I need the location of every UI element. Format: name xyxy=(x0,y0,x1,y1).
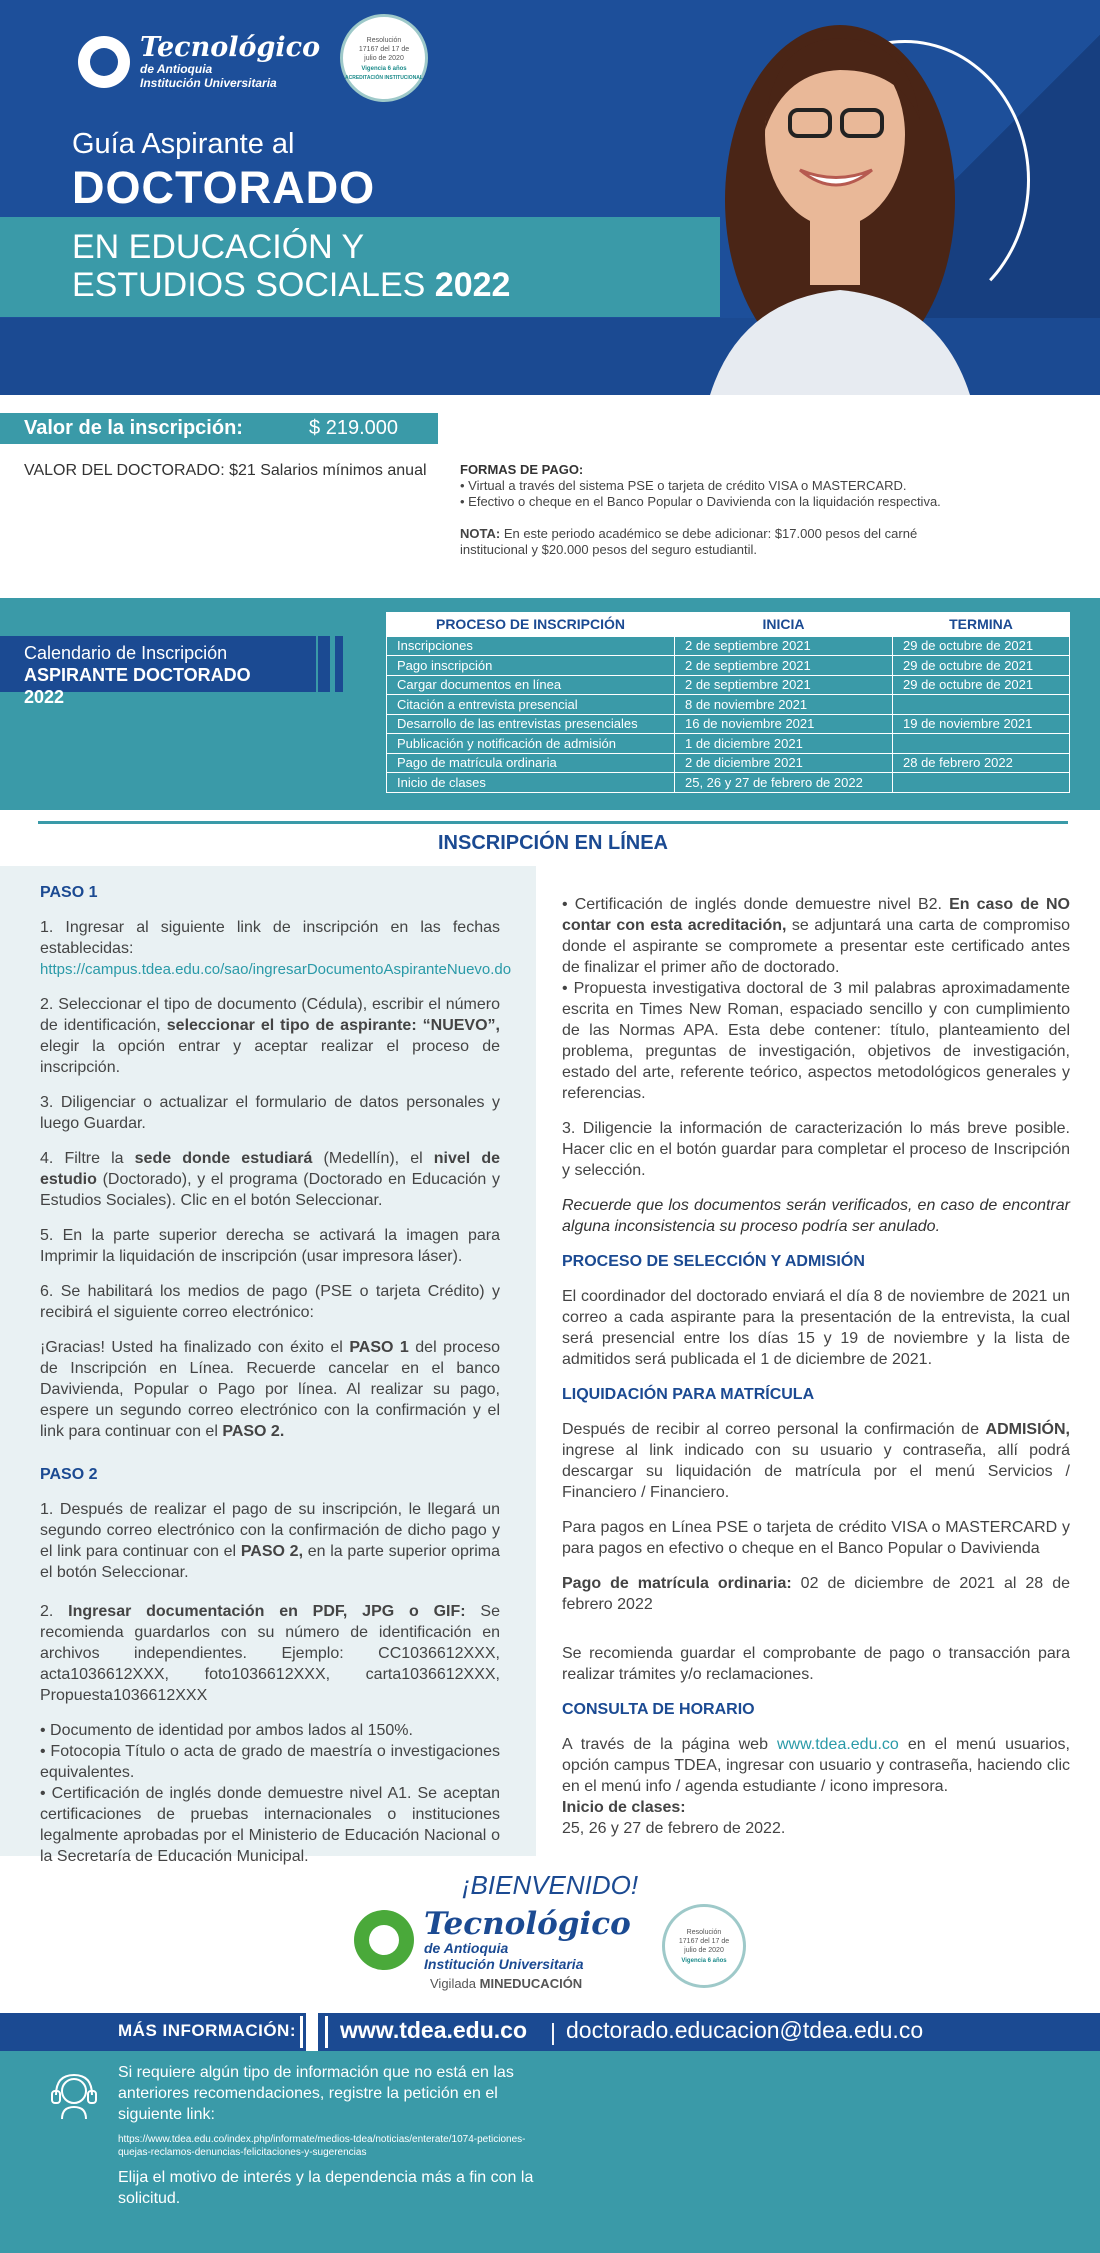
table-row xyxy=(387,656,1070,676)
liquidation-text4: Se recomienda guardar el comprobante de pago o transacción para realizar trámites y/o reclamaciones. xyxy=(562,1645,1070,1683)
more-info-bar xyxy=(0,2013,1100,2051)
support-info xyxy=(118,2062,538,2209)
section-divider xyxy=(38,821,1068,824)
table-cell: 28 de febrero 2022 xyxy=(893,753,1070,773)
selection-title: PROCESO DE SELECCIÓN Y ADMISIÓN xyxy=(562,1253,865,1270)
table-row xyxy=(387,636,1070,656)
english-b2-b: En caso de NO contar con esta acreditación, xyxy=(562,896,1070,934)
step2-item1-c: en la parte superior oprima el botón Seleccionar. xyxy=(40,1543,501,1581)
steps-right-column xyxy=(562,894,1070,1839)
table-cell: 1 de diciembre 2021 xyxy=(675,734,893,754)
calendar-label-line2: ASPIRANTE DOCTORADO 2022 xyxy=(24,665,251,707)
liq1-b: ADMISIÓN, xyxy=(985,1421,1070,1438)
classes-start-dates: 25, 26 y 27 de febrero de 2022. xyxy=(562,1820,786,1837)
list-item: • Certificación de inglés donde demuestre nivel A1. Se aceptan certificaciones de pruebas internacionales o instituciones legalmente aprobadas por el Ministerio de Educación Nacional o la Secretaría de Educación Municipal. xyxy=(40,1785,500,1865)
hero-subtitle: Guía Aspirante al xyxy=(72,128,295,160)
page-title: DOCTORADO xyxy=(72,162,376,213)
table-cell: Inicio de clases xyxy=(387,773,675,793)
table-cell: 2 de septiembre 2021 xyxy=(675,675,893,695)
list-item xyxy=(562,894,1070,978)
step2-item2 xyxy=(40,1601,500,1706)
step1-item6: 6. Se habilitará los medios de pago (PSE o tarjeta Crédito) y recibirá el siguiente correo electrónico: xyxy=(40,1283,500,1321)
step2-item3: 3. Diligencie la información de caracterización lo más breve posible. Hacer clic en el botón guardar para completar el proceso de Inscripción y selección. xyxy=(562,1120,1070,1179)
table-row xyxy=(387,734,1070,754)
step1-item4-b: sede donde estudiará xyxy=(134,1150,313,1167)
payment-heading: FORMAS DE PAGO: xyxy=(460,462,584,477)
hero-photo-woman xyxy=(620,0,1020,395)
footer-seal-validity: Vigencia 6 años xyxy=(681,1958,727,1964)
website-link-footer[interactable]: www.tdea.edu.co xyxy=(340,2017,528,2043)
footer-accreditation-seal xyxy=(662,1904,746,1988)
liquidation-text1 xyxy=(562,1419,1070,1503)
liq1-a: Después de recibir al correo personal la confirmación de xyxy=(562,1421,986,1438)
more-info-separator-fill xyxy=(306,2013,318,2051)
documents-list-continued xyxy=(562,894,1070,1104)
logo-subname: de Antioquia xyxy=(140,62,213,76)
table-cell: Pago de matrícula ordinaria xyxy=(387,753,675,773)
liq1-c: ingrese al link indicado con su usuario y contraseña, allí podrá descargar su liquidación de matrícula por el menú Servicios / Financiero / Financiero. xyxy=(562,1442,1070,1501)
email-msg-a: ¡Gracias! Usted ha finalizado con éxito el xyxy=(40,1339,350,1356)
support-text2: Elija el motivo de interés y la dependencia más a fin con la solicitud. xyxy=(118,2169,534,2207)
calendar-label-line1: Calendario de Inscripción xyxy=(24,643,228,663)
doctorate-value: VALOR DEL DOCTORADO: $21 Salarios mínimos anual xyxy=(24,462,427,479)
step1-item4-a: 4. Filtre la xyxy=(40,1150,135,1167)
list-item: • Propuesta investigativa doctoral de 3 mil palabras aproximadamente escrita en Times New Roman, espaciado sencillo y con cumplimiento de las Normas APA. Esta debe contener: título, planteamiento del problema, preguntas de investigación, objetivos de investigación, estado del arte, referente teórico, aspectos metodológicos generales y referencias. xyxy=(562,980,1070,1102)
step1-title: PASO 1 xyxy=(40,884,98,901)
calendar-header-end: TERMINA xyxy=(949,615,1013,632)
calendar-header-process: PROCESO DE INSCRIPCIÓN xyxy=(435,615,626,632)
inscription-link[interactable]: https://campus.tdea.edu.co/sao/ingresarDocumentoAspiranteNuevo.do xyxy=(40,961,512,978)
footer-logo xyxy=(354,1908,631,1972)
table-cell: Inscripciones xyxy=(387,636,675,656)
step1-item4 xyxy=(40,1148,500,1211)
email-link[interactable]: doctorado.educacion@tdea.edu.co xyxy=(566,2017,924,2043)
calendar-table xyxy=(386,612,1070,793)
liq3-b: 02 de diciembre de 2021 al 28 de febrero 2022 xyxy=(562,1575,1070,1613)
table-cell: 29 de octubre de 2021 xyxy=(893,636,1070,656)
table-row xyxy=(387,753,1070,773)
vigilada-text: Vigilada xyxy=(430,1976,480,1991)
payment-option-cash: • Efectivo o cheque en el Banco Popular o Davivienda con la liquidación respectiva. xyxy=(460,494,941,509)
english-b2-a: • Certificación de inglés donde demuestre nivel B2. xyxy=(562,896,950,913)
step1-item5: 5. En la parte superior derecha se activará la imagen para Imprimir la liquidación de inscripción (usar impresora láser). xyxy=(40,1227,500,1265)
step1-item1-text: 1. Ingresar al siguiente link de inscripción en las fechas establecidas: xyxy=(40,919,500,957)
welcome-title: ¡BIENVENIDO! xyxy=(461,1870,639,1900)
table-cell xyxy=(893,695,1070,715)
step2-item2-b: Ingresar documentación en PDF, JPG o GIF: xyxy=(68,1603,466,1620)
logo-tagline: Institución Universitaria xyxy=(140,76,277,90)
program-name xyxy=(72,228,552,304)
footer-logo-subname: de Antioquia xyxy=(424,1940,509,1956)
table-row xyxy=(387,695,1070,715)
table-cell: Cargar documentos en línea xyxy=(387,675,675,695)
payment-option-virtual: • Virtual a través del sistema PSE o tarjeta de crédito VISA o MASTERCARD. xyxy=(460,478,907,493)
email-msg-d: PASO 2. xyxy=(222,1423,285,1440)
inscription-fee-bar xyxy=(0,413,438,444)
note-heading: NOTA: xyxy=(460,526,501,541)
table-cell xyxy=(893,734,1070,754)
table-row xyxy=(387,773,1070,793)
email-msg-b: PASO 1 xyxy=(349,1339,409,1356)
contact-divider: | xyxy=(550,2019,556,2045)
logo-name: Tecnológico xyxy=(140,32,321,63)
table-cell: 29 de octubre de 2021 xyxy=(893,656,1070,676)
liquidation-text2: Para pagos en Línea PSE o tarjeta de crédito VISA o MASTERCARD y para pagos en efectivo o cheque en el Banco Popular o Davivienda xyxy=(562,1519,1070,1557)
note-text: En este periodo académico se debe adicionar: $17.000 pesos del carné institucional y $20.000 pesos del seguro estudiantil. xyxy=(460,526,918,557)
footer-logo-mark xyxy=(354,1910,414,1970)
step2-item1-b: PASO 2, xyxy=(240,1543,304,1560)
classes-start-label: Inicio de clases: xyxy=(562,1799,686,1816)
website-link[interactable]: www.tdea.edu.co xyxy=(776,1736,899,1753)
table-cell: 2 de diciembre 2021 xyxy=(675,753,893,773)
tdea-logo xyxy=(78,34,320,90)
step1-item2 xyxy=(40,994,500,1078)
table-cell: 2 de septiembre 2021 xyxy=(675,656,893,676)
table-cell xyxy=(893,773,1070,793)
vigilada-label xyxy=(430,1976,582,1991)
support-text: Si requiere algún tipo de información que no está en las anteriores recomendaciones, registre la petición en el siguiente link: xyxy=(118,2064,514,2123)
liquidation-text3 xyxy=(562,1573,1070,1615)
english-b2-c: se adjuntará una carta de compromiso donde el aspirante se compromete a presentar este certificado antes de finalizar el primer año de doctorado. xyxy=(562,917,1071,976)
seal-ring-text: ACREDITACIÓN INSTITUCIONAL xyxy=(345,74,423,81)
payment-methods xyxy=(460,462,980,558)
more-info-label: MÁS INFORMACIÓN: xyxy=(118,2021,296,2040)
table-cell: 2 de septiembre 2021 xyxy=(675,636,893,656)
step2-item2-c: Se recomienda guardarlos con su número de identificación en archivos independientes. Ejemplo: CC1036612XXX, acta1036612XXX, foto1036612XXX, carta1036612XXX, Propuesta1036612XXX xyxy=(40,1603,501,1704)
schedule-text xyxy=(562,1734,1070,1797)
fee-amount: $ 219.000 xyxy=(309,417,398,439)
calendar-header-start: INICIA xyxy=(762,615,805,632)
step1-email-message xyxy=(40,1337,500,1442)
seal-resolution: Resolución 17167 del 17 de julio de 2020 xyxy=(358,36,410,62)
verification-warning: Recuerde que los documentos serán verificados, en caso de encontrar alguna inconsistencia su proceso podría ser anulado. xyxy=(562,1197,1070,1235)
table-cell: 8 de noviembre 2021 xyxy=(675,695,893,715)
calendar-label-stripes xyxy=(318,636,344,692)
accreditation-seal xyxy=(340,14,428,102)
table-cell: Citación a entrevista presencial xyxy=(387,695,675,715)
step2-title: PASO 2 xyxy=(40,1466,98,1483)
table-cell: Pago inscripción xyxy=(387,656,675,676)
documents-list xyxy=(40,1720,500,1867)
step2-item1-a: 1. Después de realizar el pago de su inscripción, le llegará un segundo correo electrónico con la confirmación de dicho pago y el link para continuar con el xyxy=(40,1501,500,1560)
table-cell: 29 de octubre de 2021 xyxy=(893,675,1070,695)
step1-item4-d: nivel de estudio xyxy=(40,1150,500,1188)
footer-logo-name: Tecnológico xyxy=(424,1906,631,1942)
payment-note xyxy=(460,526,980,558)
steps-left-column xyxy=(0,866,536,1865)
footer-logo-tagline: Institución Universitaria xyxy=(424,1956,584,1972)
step1-item2-bold: seleccionar el tipo de aspirante: “NUEVO”, xyxy=(166,1017,500,1034)
hero-banner xyxy=(0,0,1100,395)
hor1-c: en el menú usuarios, opción campus TDEA, ingresar con usuario y contraseña, haciendo clic en el menú info / agenda estudiante / icono impresora. xyxy=(562,1736,1070,1795)
online-section-title: INSCRIPCIÓN EN LÍNEA xyxy=(437,832,669,854)
step1-item4-c: (Medellín), el xyxy=(312,1150,434,1167)
step2-item2-a: 2. xyxy=(40,1603,69,1620)
schedule-title: CONSULTA DE HORARIO xyxy=(562,1701,755,1718)
list-item: • Documento de identidad por ambos lados al 150%. xyxy=(40,1722,413,1739)
table-cell: Desarrollo de las entrevistas presenciales xyxy=(387,714,675,734)
calendar-label xyxy=(0,636,316,707)
tdea-logo-mark xyxy=(78,36,130,88)
table-row xyxy=(387,714,1070,734)
liq3-a: Pago de matrícula ordinaria: xyxy=(562,1575,792,1592)
seal-validity: Vigencia 6 años xyxy=(361,65,407,72)
pqrs-link[interactable]: https://www.tdea.edu.co/index.php/informate/medios-tdea/noticias/enterate/1074-peticiones-quejas-reclamos-denuncias-felicitaciones-y-sugerencias xyxy=(118,2134,526,2158)
table-cell: 25, 26 y 27 de febrero de 2022 xyxy=(675,773,893,793)
program-name-line1: EN EDUCACIÓN Y xyxy=(72,228,365,266)
mineducacion-text: MINEDUCACIÓN xyxy=(479,1976,583,1991)
table-cell: 19 de noviembre 2021 xyxy=(893,714,1070,734)
step1-item1 xyxy=(40,917,512,980)
liquidation-title: LIQUIDACIÓN PARA MATRÍCULA xyxy=(562,1386,815,1403)
table-row xyxy=(387,675,1070,695)
step1-item2-end: elegir la opción entrar y aceptar realizar el proceso de inscripción. xyxy=(40,1038,500,1076)
headset-support-icon xyxy=(48,2069,100,2121)
program-year: 2022 xyxy=(434,266,511,304)
selection-text: El coordinador del doctorado enviará el día 8 de noviembre de 2021 un correo a cada aspirante para la presentación de la entrevista, la cual será presencial entre los días 15 y 19 de noviembre y la lista de admitidos será publicada el 1 de diciembre de 2021. xyxy=(562,1288,1070,1368)
step2-item1 xyxy=(40,1499,500,1583)
step1-item2-text: 2. Seleccionar el tipo de documento (Cédula), escribir el número de identificación, xyxy=(40,996,500,1034)
footer-seal-resolution: Resolución 17167 del 17 de julio de 2020 xyxy=(678,1929,730,1954)
table-cell: 16 de noviembre 2021 xyxy=(675,714,893,734)
fee-label: Valor de la inscripción: xyxy=(24,417,243,439)
hor1-a: A través de la página web xyxy=(562,1736,777,1753)
step1-item3: 3. Diligenciar o actualizar el formulario de datos personales y luego Guardar. xyxy=(40,1094,500,1132)
step1-item4-e: (Doctorado), y el programa (Doctorado en Educación y Estudios Sociales). Clic en el botón Seleccionar. xyxy=(40,1171,500,1209)
table-cell: Publicación y notificación de admisión xyxy=(387,734,675,754)
email-msg-c: del proceso de Inscripción en Línea. Recuerde cancelar en el banco Davivienda, Popular o Pago por línea. Al realizar su pago, espere un segundo correo electrónico con la confirmación y el link para continuar con el xyxy=(40,1339,501,1440)
program-name-line2: ESTUDIOS SOCIALES xyxy=(72,266,426,304)
list-item: • Fotocopia Título o acta de grado de maestría o investigaciones equivalentes. xyxy=(40,1743,500,1781)
